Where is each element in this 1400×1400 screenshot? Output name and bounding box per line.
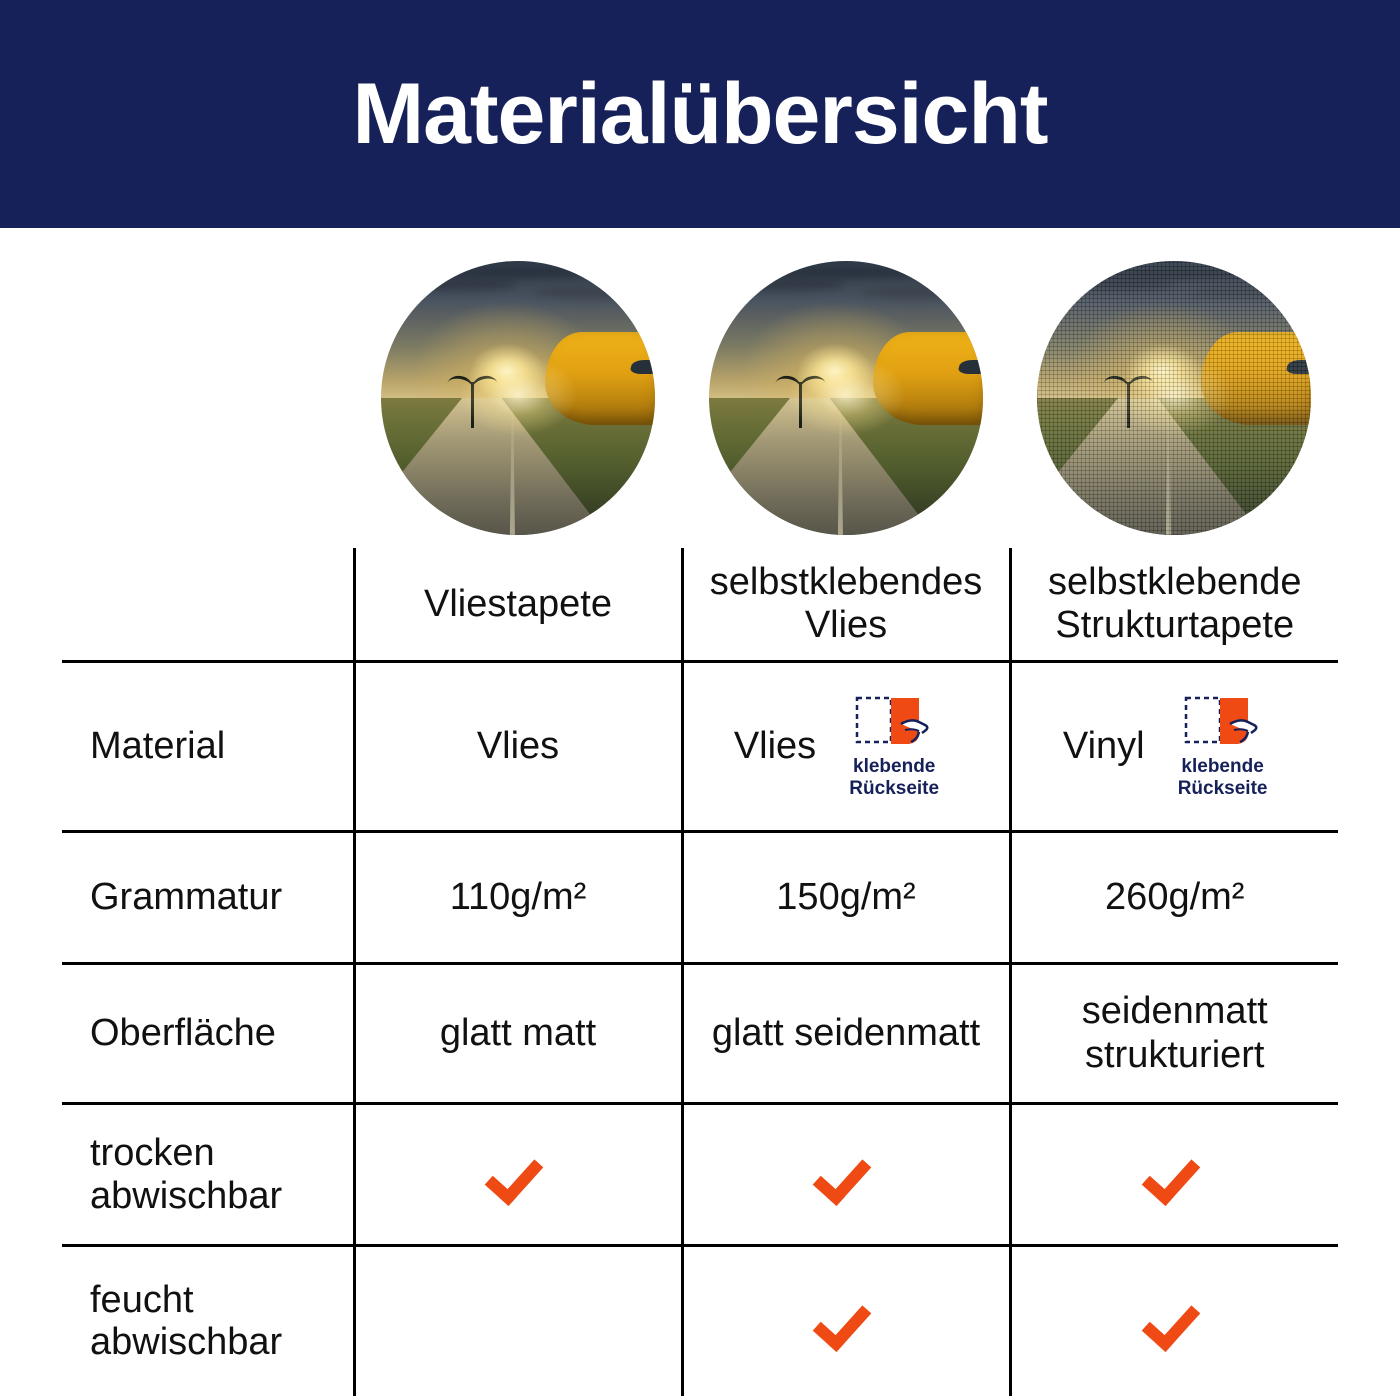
adhesive-backing-icon [855, 694, 933, 752]
adhesive-backing-caption-line1: klebende [1181, 756, 1264, 778]
cell-trocken-strukturtapete [1010, 1104, 1338, 1246]
row-label-grammatur: Grammatur [62, 832, 354, 964]
cell-value: Vlies [476, 724, 560, 767]
cell-oberflaeche-selbstklebendes-vlies [682, 964, 1010, 1104]
table-row [62, 832, 1338, 964]
cell-value: 110g/m² [449, 875, 587, 918]
cell-trocken-selbstklebendes-vlies [682, 1104, 1010, 1246]
swatch-cell-selbstklebendes-vlies [682, 248, 1010, 548]
adhesive-backing-icon [1184, 694, 1262, 752]
cell-feucht-selbstklebendes-vlies [682, 1246, 1010, 1396]
table-row [62, 1246, 1338, 1396]
column-header-strukturtapete [1010, 548, 1338, 662]
cell-value: 260g/m² [1105, 875, 1245, 918]
wallpaper-swatch-strukturtapete [1037, 261, 1311, 535]
swatch-cloud [1048, 278, 1174, 291]
table-row [62, 662, 1338, 832]
column-header-label: Vliestapete [423, 582, 612, 625]
cell-oberflaeche-strukturtapete [1010, 964, 1338, 1104]
page-title: Materialübersicht [352, 66, 1048, 162]
row-label-oberflaeche: Oberfläche [62, 964, 354, 1104]
column-header-row [62, 548, 1338, 662]
cell-grammatur-vliestapete [354, 832, 682, 964]
cell-material-strukturtapete [1010, 662, 1338, 832]
table-row [62, 1104, 1338, 1246]
row-label-feucht-abwischbar: feucht abwischbar [90, 1278, 283, 1364]
swatch-car-window [629, 360, 655, 374]
cell-value: glatt seidenmatt [711, 1011, 981, 1054]
cell-value: 150g/m² [776, 875, 916, 918]
swatch-cloud [860, 287, 975, 298]
check-icon [1147, 1152, 1203, 1198]
swatch-row [62, 248, 1338, 548]
cell-material-vliestapete [354, 662, 682, 832]
column-header-selbstklebendes-vlies [682, 548, 1010, 662]
swatch-cloud [769, 268, 928, 278]
wallpaper-swatch-selbstklebendes-vlies [709, 261, 983, 535]
cell-feucht-strukturtapete [1010, 1246, 1338, 1396]
swatch-cloud [720, 278, 846, 291]
swatch-cloud [532, 287, 647, 298]
cell-value: seidenmatt strukturiert [1081, 989, 1268, 1076]
swatch-sun-glow [1114, 354, 1235, 436]
page-header [0, 0, 1400, 228]
adhesive-backing-caption-line1: klebende [853, 756, 936, 778]
adhesive-backing-caption [1178, 756, 1268, 799]
adhesive-backing-caption [849, 756, 939, 799]
material-comparison-table [62, 248, 1338, 1396]
wallpaper-swatch-vliestapete [381, 261, 655, 535]
swatch-cloud [1097, 268, 1256, 278]
swatch-sun-glow [786, 354, 907, 436]
row-label-trocken-abwischbar: trocken abwischbar [62, 1104, 354, 1246]
row-label-material: Material [62, 662, 354, 832]
swatch-car-window [957, 360, 983, 374]
check-icon [818, 1152, 874, 1198]
cell-grammatur-strukturtapete [1010, 832, 1338, 964]
swatch-cell-vliestapete [354, 248, 682, 548]
swatch-sun-glow [458, 354, 579, 436]
table-row [62, 964, 1338, 1104]
swatch-cloud [392, 278, 518, 291]
cell-oberflaeche-vliestapete [354, 964, 682, 1104]
cell-grammatur-selbstklebendes-vlies [682, 832, 1010, 964]
column-header-label: selbstklebende Strukturtapete [1047, 561, 1302, 646]
swatch-cloud [1188, 287, 1303, 298]
cell-material-selbstklebendes-vlies [682, 662, 1010, 832]
cell-value: Vinyl [1062, 724, 1145, 767]
column-header-label: selbstklebendes Vlies [709, 561, 983, 646]
adhesive-backing-caption-line2: Rückseite [849, 777, 940, 799]
check-icon [1147, 1298, 1203, 1344]
swatch-cell-strukturtapete [1010, 248, 1338, 548]
column-header-vliestapete [354, 548, 682, 662]
cell-feucht-vliestapete [354, 1246, 682, 1396]
cell-value: Vlies [733, 724, 817, 767]
cell-trocken-vliestapete [354, 1104, 682, 1246]
adhesive-backing-caption-line2: Rückseite [1177, 777, 1268, 799]
adhesive-backing-badge [1159, 694, 1287, 799]
check-icon [490, 1152, 546, 1198]
check-icon [818, 1298, 874, 1344]
swatch-cell-empty [62, 248, 354, 548]
material-comparison-table-wrapper [62, 248, 1338, 1396]
column-header-empty [62, 548, 354, 662]
adhesive-backing-badge [830, 694, 958, 799]
cell-value: glatt matt [439, 1011, 597, 1054]
swatch-car-window [1285, 360, 1311, 374]
swatch-cloud [441, 268, 600, 278]
